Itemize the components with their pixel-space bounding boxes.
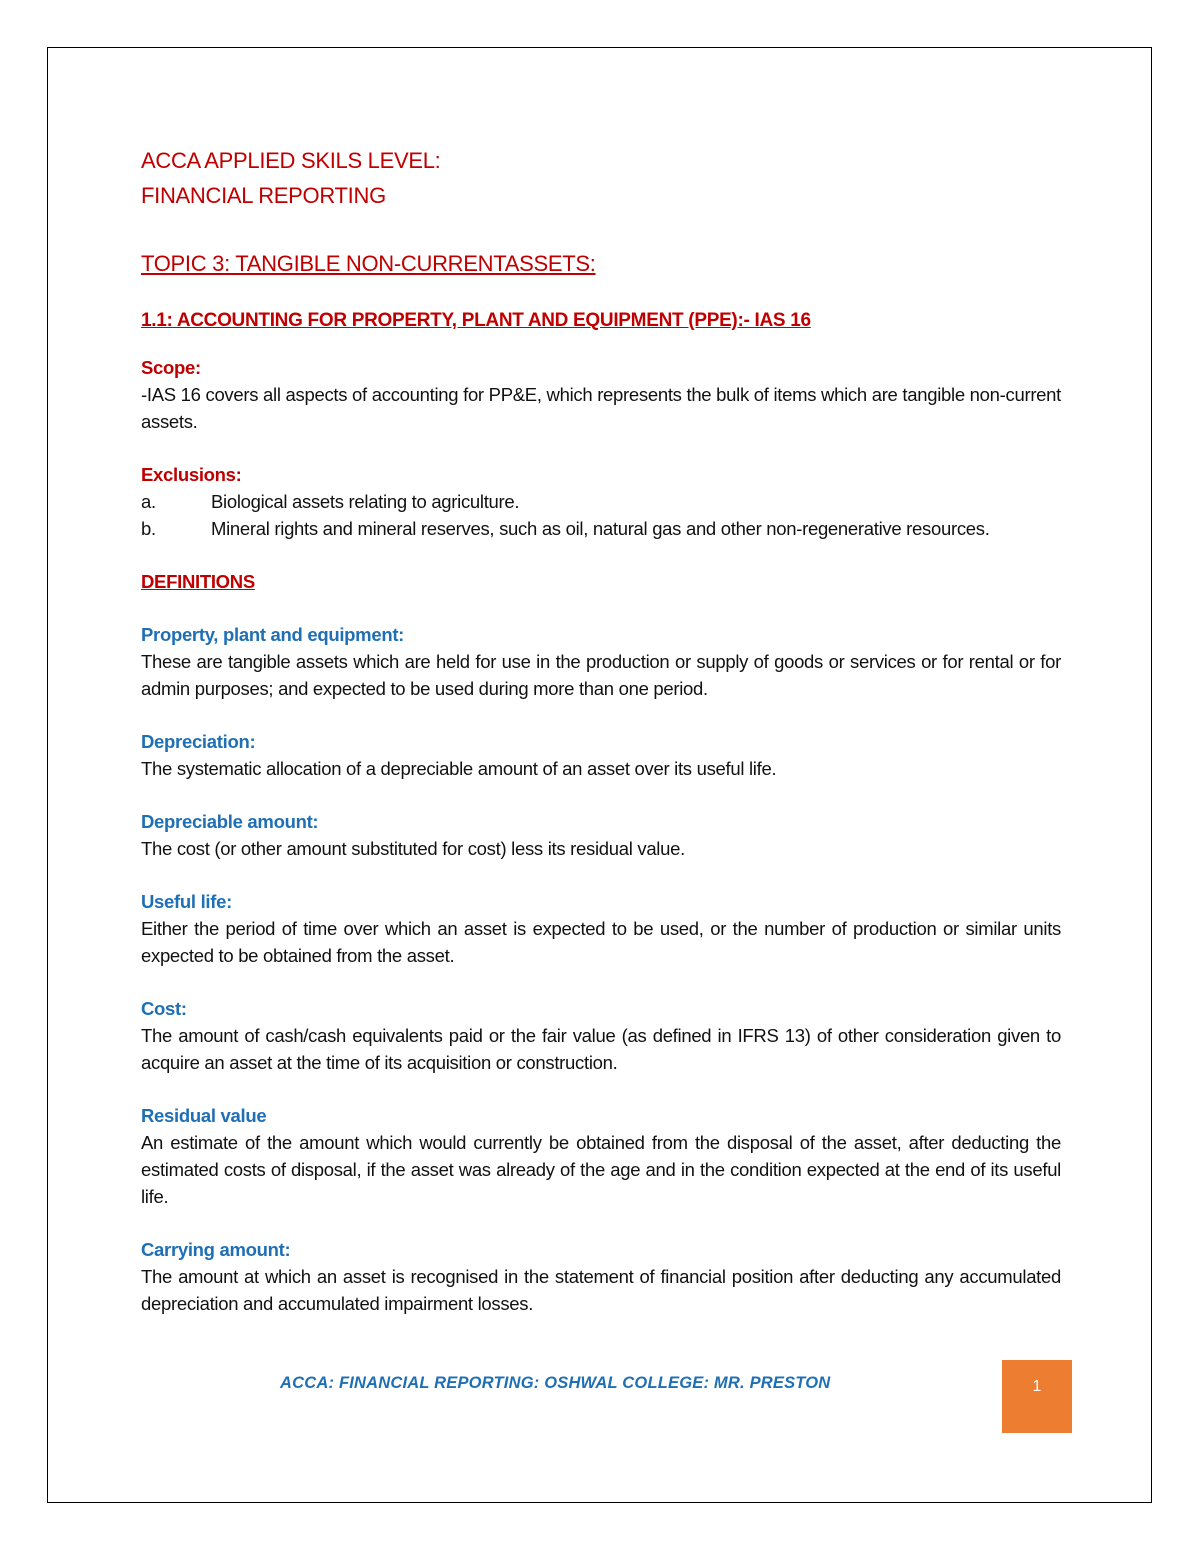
subtopic-heading: 1.1: ACCOUNTING FOR PROPERTY, PLANT AND EQUIPMENT (PPE):- IAS 16 xyxy=(141,310,811,331)
exclusion-text: Mineral rights and mineral reserves, such as oil, natural gas and other non-regenerative resources. xyxy=(211,518,990,539)
exclusion-item xyxy=(141,488,1061,515)
document-body xyxy=(141,143,1061,1317)
definitions-title-section xyxy=(141,568,1061,595)
definition-text: The systematic allocation of a depreciable amount of an asset over its useful life. xyxy=(141,758,777,779)
exclusion-text: Biological assets relating to agriculture. xyxy=(211,491,520,512)
document-title-line2: FINANCIAL REPORTING xyxy=(141,183,386,208)
definition-residual-value xyxy=(141,1102,1061,1210)
definition-text: These are tangible assets which are held for use in the production or supply of goods or services or for rental or for admin purposes; and expected to be used during more than one period. xyxy=(141,651,1061,699)
scope-heading: Scope: xyxy=(141,357,201,378)
definition-carrying-amount xyxy=(141,1236,1061,1317)
page-number: 1 xyxy=(1032,1378,1042,1395)
definition-text: The cost (or other amount substituted for cost) less its residual value. xyxy=(141,838,685,859)
scope-text: -IAS 16 covers all aspects of accounting for PP&E, which represents the bulk of items which are tangible non-current assets. xyxy=(141,384,1061,432)
definition-text: The amount at which an asset is recognised in the statement of financial position after deducting any accumulated depreciation and accumulated impairment losses. xyxy=(141,1266,1061,1314)
definitions-heading: DEFINITIONS xyxy=(141,571,255,592)
definition-text: An estimate of the amount which would currently be obtained from the disposal of the asset, after deducting the estimated costs of disposal, if the asset was already of the age and in the condition expected at the end of its useful life. xyxy=(141,1132,1061,1207)
definition-term: Property, plant and equipment: xyxy=(141,624,405,645)
definition-term: Cost: xyxy=(141,998,187,1019)
definition-term: Depreciable amount: xyxy=(141,811,319,832)
definition-cost xyxy=(141,995,1061,1076)
exclusions-section xyxy=(141,461,1061,542)
definition-term: Carrying amount: xyxy=(141,1239,291,1260)
definition-term: Residual value xyxy=(141,1105,267,1126)
footer-text: ACCA: FINANCIAL REPORTING: OSHWAL COLLEGE: MR. PRESTON xyxy=(280,1374,831,1392)
scope-section xyxy=(141,354,1061,435)
topic-heading: TOPIC 3: TANGIBLE NON-CURRENTASSETS: xyxy=(141,251,596,276)
definition-depreciation xyxy=(141,728,1061,782)
page-number-box xyxy=(1002,1360,1072,1433)
exclusions-heading: Exclusions: xyxy=(141,464,242,485)
exclusion-marker: a. xyxy=(141,491,156,512)
definition-text: Either the period of time over which an asset is expected to be used, or the number of production or similar units expected to be obtained from the asset. xyxy=(141,918,1061,966)
definition-term: Depreciation: xyxy=(141,731,256,752)
document-title-line1: ACCA APPLIED SKILS LEVEL: xyxy=(141,148,441,173)
exclusion-marker: b. xyxy=(141,518,156,539)
definition-useful-life xyxy=(141,888,1061,969)
definition-text: The amount of cash/cash equivalents paid or the fair value (as defined in IFRS 13) of other consideration given to acquire an asset at the time of its acquisition or construction. xyxy=(141,1025,1061,1073)
definition-ppe xyxy=(141,621,1061,702)
definition-term: Useful life: xyxy=(141,891,232,912)
exclusion-item xyxy=(141,515,1061,542)
definition-depreciable-amount xyxy=(141,808,1061,862)
